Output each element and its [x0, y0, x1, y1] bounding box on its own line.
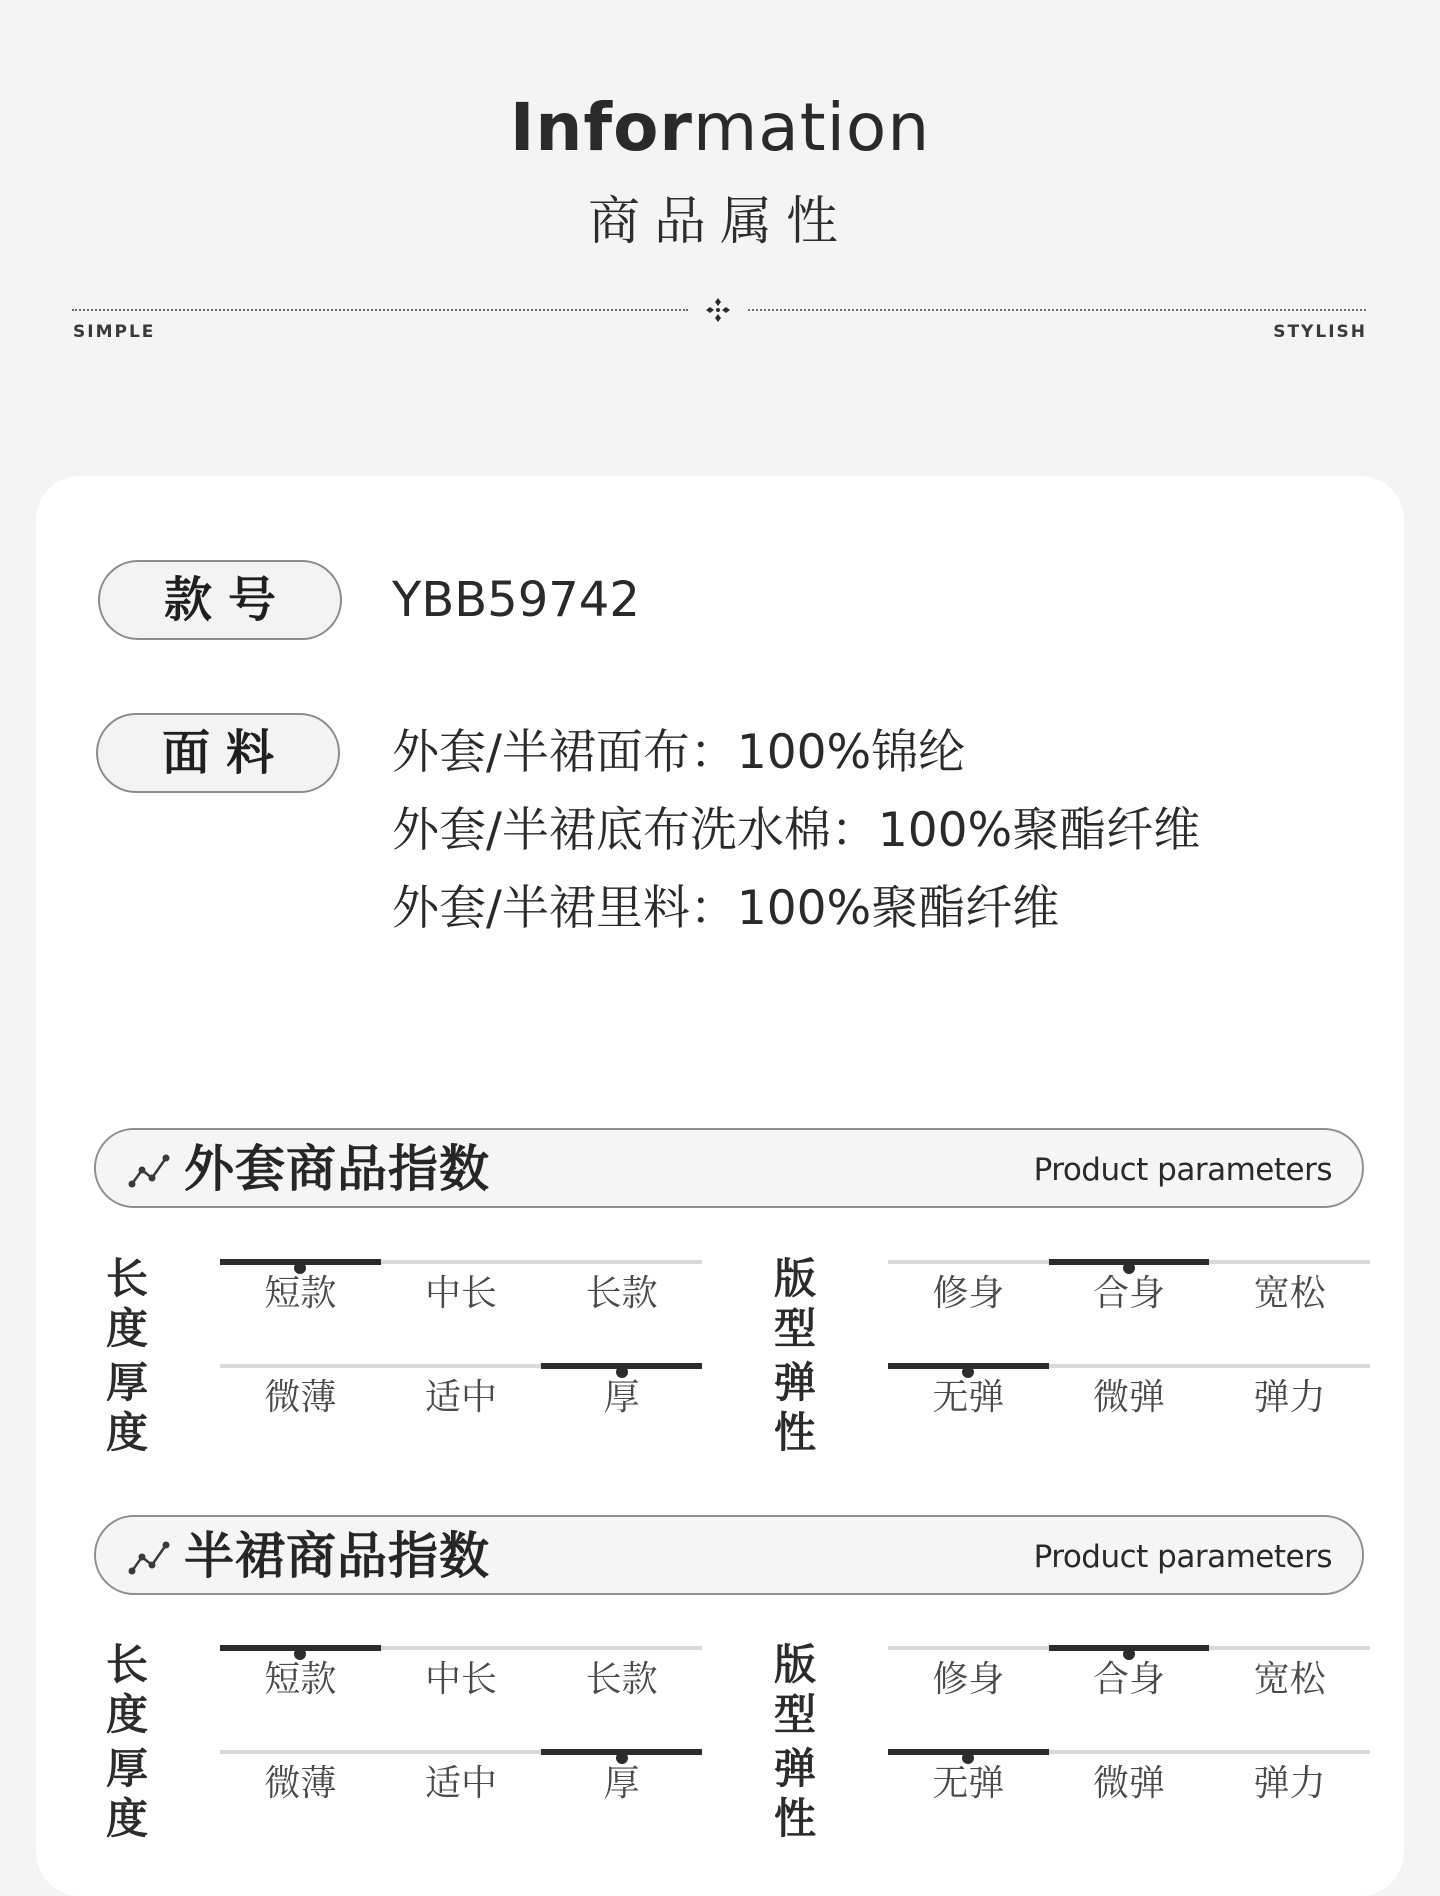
- section-subtitle: Product parameters: [1033, 1539, 1332, 1575]
- scale-option: 无弹: [932, 1377, 1005, 1418]
- style-number-value: YBB59742: [392, 572, 640, 628]
- param-scale: [220, 1364, 702, 1424]
- title-english-light: mation: [692, 89, 931, 166]
- scale-option: 长款: [585, 1659, 658, 1700]
- scale-option: 修身: [932, 1273, 1005, 1314]
- scale-option: 修身: [932, 1659, 1005, 1700]
- style-number-label: 款号: [98, 560, 342, 640]
- scale-option: 弹力: [1253, 1377, 1326, 1418]
- param-label: 长度: [106, 1254, 151, 1353]
- param-label: 版型: [774, 1254, 819, 1353]
- scale-option: 微弹: [1092, 1377, 1165, 1418]
- scale-option: 适中: [424, 1763, 497, 1804]
- scale-option: 合身: [1092, 1273, 1165, 1314]
- scale-option: 无弹: [932, 1763, 1005, 1804]
- section-subtitle: Product parameters: [1033, 1152, 1332, 1188]
- divider-line-right: [748, 309, 1366, 311]
- param-scale: [888, 1364, 1370, 1424]
- diamond-cross-ornament-icon: [704, 296, 732, 324]
- scale-option: 微薄: [264, 1377, 337, 1418]
- scale-option: 厚: [603, 1377, 640, 1418]
- scale-option: 中长: [424, 1659, 497, 1700]
- scale-option: 短款: [264, 1273, 337, 1314]
- product-info-card: [36, 476, 1404, 1896]
- param-label: 厚度: [106, 1744, 151, 1843]
- title-chinese: 商品属性: [587, 192, 852, 252]
- param-scale: [888, 1646, 1370, 1706]
- param-label: 厚度: [106, 1358, 151, 1457]
- param-label: 长度: [106, 1640, 151, 1739]
- scale-option: 宽松: [1253, 1659, 1326, 1700]
- fabric-composition: [392, 714, 1200, 948]
- jacket-index-header: [94, 1128, 1364, 1208]
- param-label: 弹性: [774, 1358, 819, 1457]
- trend-line-chart-icon: [126, 1539, 172, 1577]
- scale-option: 微弹: [1092, 1763, 1165, 1804]
- fabric-label: 面料: [96, 713, 340, 793]
- skirt-index-header: [94, 1515, 1364, 1595]
- title-english-bold: Infor: [509, 89, 693, 166]
- param-scale: [888, 1260, 1370, 1320]
- param-scale: [220, 1260, 702, 1320]
- section-title: 外套商品指数: [184, 1140, 490, 1198]
- scale-option: 合身: [1092, 1659, 1165, 1700]
- param-scale: [220, 1646, 702, 1706]
- param-label: 版型: [774, 1640, 819, 1739]
- fabric-line: 外套/半裙底布洗水棉：100%聚酯纤维: [392, 803, 1201, 858]
- scale-option: 宽松: [1253, 1273, 1326, 1314]
- fabric-line: 外套/半裙里料：100%聚酯纤维: [392, 881, 1060, 936]
- scale-option: 厚: [603, 1763, 640, 1804]
- param-scale: [888, 1750, 1370, 1810]
- scale-option: 中长: [424, 1273, 497, 1314]
- param-label: 弹性: [774, 1744, 819, 1843]
- trend-line-chart-icon: [126, 1152, 172, 1190]
- scale-option: 短款: [264, 1659, 337, 1700]
- scale-option: 微薄: [264, 1763, 337, 1804]
- param-scale: [220, 1750, 702, 1810]
- scale-option: 弹力: [1253, 1763, 1326, 1804]
- page-header: [0, 0, 1440, 400]
- scale-option: 长款: [585, 1273, 658, 1314]
- scale-option: 适中: [424, 1377, 497, 1418]
- title-english: [0, 88, 1440, 168]
- label-stylish: STYLISH: [1273, 322, 1367, 342]
- label-simple: SIMPLE: [73, 322, 156, 342]
- section-title: 半裙商品指数: [184, 1527, 490, 1585]
- fabric-line: 外套/半裙面布：100%锦纶: [392, 725, 966, 780]
- divider-line-left: [72, 309, 688, 311]
